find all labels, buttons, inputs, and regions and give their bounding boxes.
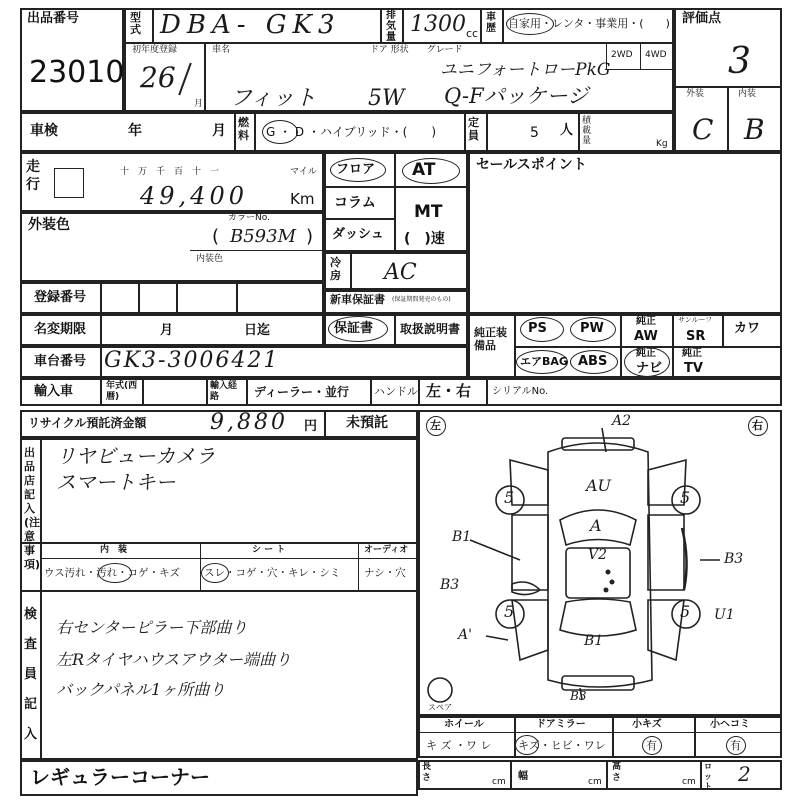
tire-mark-rl: 5 [504, 602, 515, 621]
mark-a1-left: A' [458, 627, 472, 643]
displacement-label: 排気量 [386, 10, 396, 43]
mileage-units: 十 万 千 百 十 一 [120, 167, 220, 177]
mark-a: A [590, 516, 602, 535]
pw-label: PW [580, 321, 604, 336]
wheel-items: キ ズ ・ワ レ [426, 739, 492, 752]
notes-line2: スマートキー [56, 470, 176, 494]
small-scratch-value: 有 [646, 739, 657, 752]
inspection-label: 車検 [30, 123, 58, 139]
name-change-label: 名変期限 [34, 322, 87, 337]
dash-label: ダッシュ [332, 227, 384, 242]
tire-mark-fr: 5 [680, 488, 691, 507]
small-dent-circle [726, 736, 746, 755]
mileage-label: 走行 [26, 159, 40, 193]
chassis-label: 車台番号 [34, 354, 87, 369]
airbag-label: エアBAG [520, 355, 568, 368]
color-no: B593M [230, 226, 297, 247]
mark-b1-left: B1 [452, 529, 472, 545]
ac-label: 冷房 [330, 256, 341, 282]
tire-mark-rr: 5 [680, 602, 691, 621]
warranty-label: 新車保証書 [330, 293, 385, 306]
doors: 5W [368, 86, 405, 111]
ps-label: PS [528, 321, 547, 336]
notes-line1: リヤビューカメラ [56, 444, 216, 468]
handle: 左・右 [426, 382, 472, 400]
wheel-label: ホイール [444, 719, 484, 730]
lot-label: 出品番号 [27, 11, 80, 26]
fuel-options: G ・ D ・ハイブリッド・( ) [266, 125, 437, 139]
tv-label: TV [684, 361, 703, 376]
lot-number: 23010 [29, 55, 125, 90]
recycle-unit: 円 [304, 419, 318, 434]
ac-value: AC [384, 260, 417, 285]
interior-score-label: 内装 [738, 89, 757, 99]
mark-b3-rear: B3 [570, 689, 587, 703]
exterior-score-label: 外装 [686, 89, 705, 99]
exterior-color-label: 外装色 [28, 217, 70, 233]
model-type-label: 型式 [130, 11, 141, 36]
inspection-year-label: 年 [128, 123, 142, 139]
kawa-label: カワ [734, 321, 761, 336]
aw-label: AW [634, 329, 658, 344]
import-label: 輸入車 [34, 384, 74, 399]
mark-u1: U1 [714, 607, 735, 623]
chassis-no: GK3-3006421 [104, 348, 280, 373]
notes-label: 出品店記入(注意事項) [24, 446, 41, 571]
serial-label: シリアルNo. [492, 386, 549, 397]
year-model-label: 年式(西暦) [106, 381, 138, 402]
length-unit: cm [492, 777, 506, 787]
lot-label-footer: ロット [704, 762, 712, 791]
import-channel: ディーラー・並行 [254, 385, 350, 399]
interior-items: ウス汚れ・汚れ・コゲ・キズ [44, 567, 180, 579]
mileage-unit: Km [290, 190, 315, 208]
lot-value-footer: 2 [738, 762, 751, 786]
navi-label: ナビ [636, 361, 663, 376]
first-reg-label: 初年度登録 [132, 45, 178, 55]
speed-label: ( )速 [404, 231, 445, 247]
name-change-month: 月 [160, 323, 174, 338]
score-value: 3 [728, 41, 751, 82]
load-unit: Kg [656, 139, 668, 149]
abs-label: ABS [578, 354, 608, 369]
displacement-unit: cc [466, 27, 479, 40]
grade-line2: Q-Fパッケージ [444, 84, 589, 108]
floor-label: フロア [336, 162, 376, 177]
small-scratch-circle [642, 736, 662, 755]
sr-label: SR [686, 329, 706, 344]
seat-header: シ ー ト [252, 545, 286, 555]
genuine-aw-label: 純正 [636, 316, 656, 327]
mirror-items: キズ・ヒビ・ワレ [518, 739, 606, 752]
load-label: 積載量 [582, 116, 592, 146]
import-channel-label: 輸入経路 [210, 381, 238, 402]
inspector-line3: バックパネル1ヶ所曲り [56, 680, 226, 699]
spare-label: スペア [428, 703, 452, 712]
height-label: 高さ [612, 762, 622, 783]
corner-label: レギュラーコーナー [30, 765, 210, 789]
audio-items: ナシ・穴 [364, 567, 406, 579]
color-paren-open: ( [212, 226, 220, 247]
drive-4wd: 4WD [645, 50, 667, 60]
small-dent-label: 小ヘコミ [710, 719, 750, 730]
genuine-navi-label: 純正 [636, 348, 656, 359]
grade-line1: ユニフォートローPkG [440, 60, 611, 80]
color-paren-close: ) [306, 226, 314, 247]
recycle-label: リサイクル預託済金額 [28, 416, 147, 430]
model-type: DBA- GK3 [160, 10, 341, 40]
door-shape-grade-label: ドア 形状 グレード [370, 45, 463, 55]
mark-v2: V2 [588, 547, 608, 563]
tire-mark-fl: 5 [504, 488, 515, 507]
capacity: 5 [530, 125, 539, 141]
seat-items: スレ・コゲ・穴・キレ・シミ [204, 567, 341, 579]
height-unit: cm [682, 777, 696, 787]
warranty-doc: 保証書 [334, 321, 374, 336]
color-no-label: カラーNo. [228, 213, 270, 223]
audio-header: オーディオ [364, 545, 409, 555]
diagram-right-label: 右 [752, 419, 763, 432]
inspector-label: 検査員記入 [24, 607, 38, 742]
width-unit: cm [588, 777, 602, 787]
genuine-equip-label: 純正装備品 [474, 326, 507, 352]
small-dent-value: 有 [730, 739, 741, 752]
exterior-score: C [692, 113, 714, 146]
interior-color-label: 内装色 [196, 254, 224, 264]
mt-label: MT [414, 202, 443, 222]
usage-label: 車歴 [486, 12, 496, 34]
name-change-day: 日迄 [244, 323, 271, 338]
handle-label: ハンドル [374, 385, 418, 398]
displacement: 1300 [410, 12, 466, 37]
first-reg-month-label: 月 [194, 99, 204, 109]
score-label: 評価点 [682, 11, 722, 26]
capacity-label: 定員 [468, 116, 479, 142]
recycle-amount: 9,880 [210, 410, 288, 435]
at-label: AT [412, 160, 436, 180]
car-name-label: 車名 [212, 45, 231, 55]
inspector-line1: 右センターピラー下部曲り [56, 618, 248, 637]
sales-point-label: セールスポイント [476, 157, 587, 173]
small-scratch-label: 小キズ [632, 719, 662, 730]
fuel-label: 燃料 [238, 116, 249, 142]
inspector-line2: 左Rタイヤハウスアウター端曲り [56, 650, 292, 669]
recycle-unpaid: 未預託 [346, 415, 388, 431]
capacity-unit: 人 [560, 123, 574, 138]
column-label: コラム [334, 195, 376, 211]
mark-b3-right: B3 [724, 551, 744, 567]
drive-2wd: 2WD [611, 50, 633, 60]
genuine-tv-label: 純正 [682, 348, 702, 359]
mirror-label: ドアミラー [536, 719, 586, 730]
mark-a2: A2 [612, 413, 632, 429]
warranty-note: (保証期間発売のもの) [392, 296, 451, 303]
mileage-value: 49,400 [140, 182, 248, 210]
reg-no-label: 登録番号 [34, 290, 87, 305]
sunroof-label: サンルーフ [678, 316, 713, 324]
length-label: 長さ [422, 762, 432, 783]
interior-header: 内 装 [100, 545, 128, 555]
mark-au: AU [586, 476, 612, 495]
mark-b3-left: B3 [440, 577, 460, 593]
mirror-scratch-circle [515, 735, 539, 755]
mark-b1-rear: B1 [584, 633, 604, 649]
first-reg-year: 26 [140, 61, 176, 94]
car-name: フィット [230, 86, 317, 111]
interior-score: B [744, 113, 765, 146]
mileage-mile-label: マイル [290, 167, 317, 177]
diagram-left-label: 左 [430, 419, 441, 432]
manual-label: 取扱説明書 [400, 322, 461, 336]
usage-options: 自家用・レンタ・事業用・( ) [508, 17, 670, 30]
width-label: 幅 [518, 771, 528, 782]
inspection-month-label: 月 [212, 123, 226, 139]
